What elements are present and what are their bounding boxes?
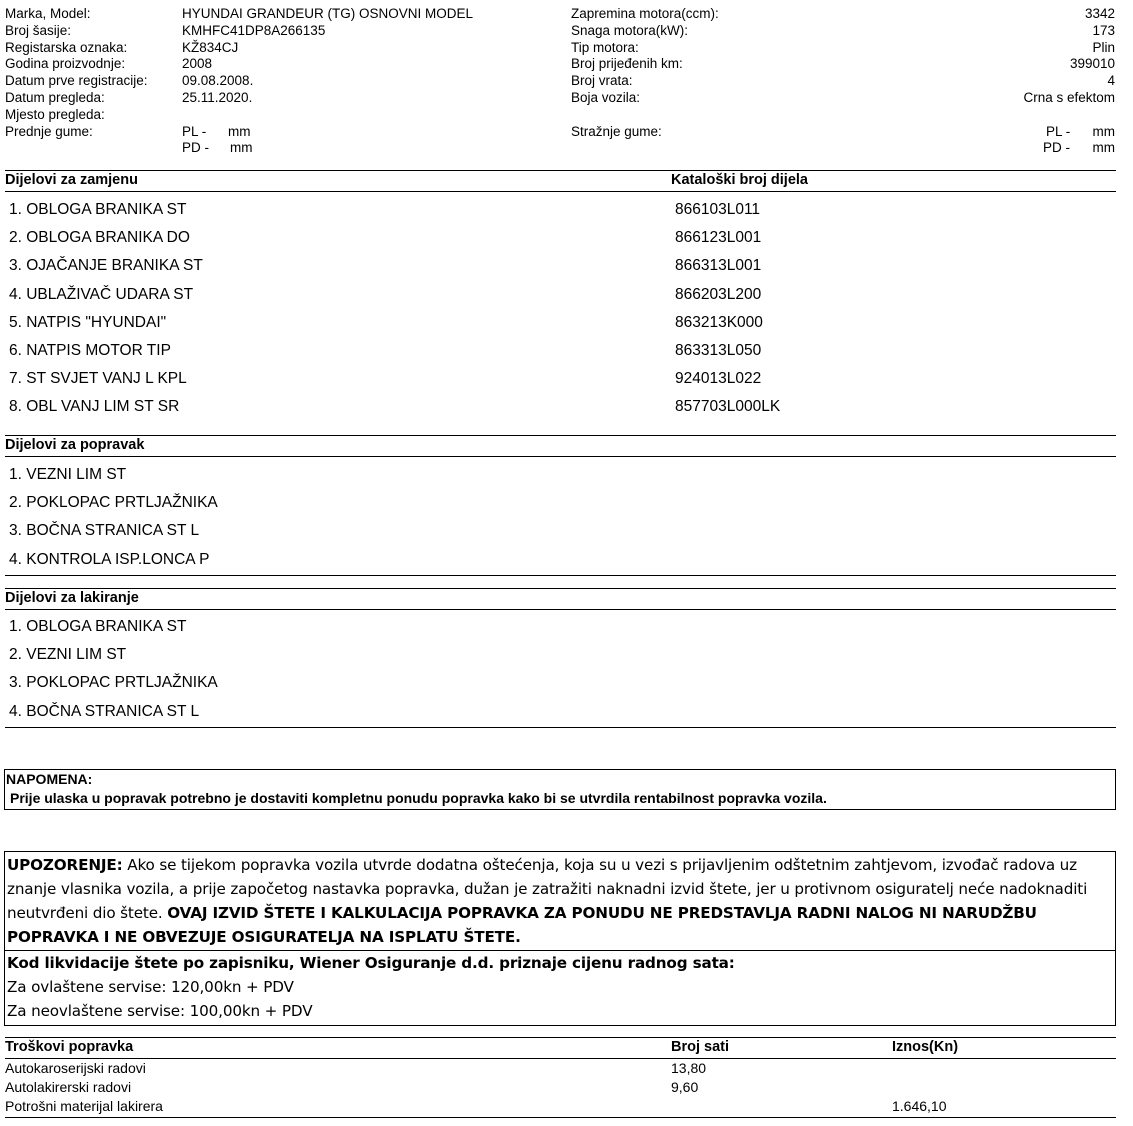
rate-unauthorized: Za neovlaštene servise: 100,00kn + PDV bbox=[7, 1002, 313, 1020]
value-mileage: 399010 bbox=[1069, 56, 1115, 72]
divider bbox=[5, 727, 1116, 728]
list-item: 4. KONTROLA ISP.LONCA P bbox=[9, 550, 210, 568]
divider bbox=[5, 456, 1116, 457]
table-row: Autokaroserijski radovi bbox=[5, 1060, 146, 1076]
front-tire-pd-label: PD - bbox=[182, 140, 209, 156]
rate-title: Kod likvidacije štete po zapisniku, Wiener Osiguranje d.d. priznaje cijenu radnog sata: bbox=[7, 954, 735, 972]
label-make-model: Marka, Model: bbox=[5, 6, 91, 21]
label-inspection-place: Mjesto pregleda: bbox=[5, 106, 105, 122]
table-row: Autolakirerski radovi bbox=[5, 1079, 132, 1095]
value-production-year: 2008 bbox=[182, 56, 213, 72]
label-color: Boja vozila: bbox=[571, 90, 641, 105]
front-tire-pl-label: PL - bbox=[182, 123, 207, 139]
rear-tire-pl-unit: mm bbox=[1092, 123, 1115, 139]
warning-text: Ako se tijekom popravka vozila utvrde dodatna oštećenja, koja su u vezi s prijavljenim odštetnim zahtjevom, izvođač radova uz znanje vlasnika vozila, a prije započetog nastavka popravka, dužan je zatražiti naknadni izvid štete, jer u protivnom osiguratelj neće nadoknaditi neutvrđeni dio štete. bbox=[7, 856, 1088, 922]
warning-box bbox=[4, 851, 1116, 1026]
list-item: 3. BOČNA STRANICA ST L bbox=[9, 522, 200, 540]
label-rear-tires: Stražnje gume: bbox=[571, 123, 662, 139]
value-engine-volume: 3342 bbox=[1084, 6, 1115, 21]
cost-hours: 9,60 bbox=[671, 1079, 699, 1095]
table-row: Potrošni materijal lakirera bbox=[5, 1098, 163, 1114]
cost-hours: 13,80 bbox=[671, 1060, 707, 1076]
list-item: 2. VEZNI LIM ST bbox=[9, 646, 127, 664]
hours-header: Broj sati bbox=[671, 1039, 730, 1055]
cost-amount: 1.646,10 bbox=[892, 1098, 947, 1114]
note-title: NAPOMENA: bbox=[6, 771, 93, 787]
costs-header: Troškovi popravka bbox=[5, 1039, 134, 1055]
repair-section-header: Dijelovi za popravak bbox=[5, 437, 145, 453]
table-row: 2. OBLOGA BRANIKA DO bbox=[9, 229, 190, 247]
table-row: 5. NATPIS "HYUNDAI" bbox=[9, 313, 167, 331]
table-row: 7. ST SVJET VANJ L KPL bbox=[9, 370, 187, 388]
divider bbox=[5, 1058, 1116, 1059]
label-chassis: Broj šasije: bbox=[5, 22, 72, 38]
label-registration: Registarska oznaka: bbox=[5, 39, 128, 55]
rear-tire-pd-unit: mm bbox=[1092, 140, 1115, 156]
paint-section-header: Dijelovi za lakiranje bbox=[5, 590, 139, 606]
value-make-model: HYUNDAI GRANDEUR (TG) OSNOVNI MODEL bbox=[182, 6, 474, 21]
list-item: 3. POKLOPAC PRTLJAŽNIKA bbox=[9, 674, 218, 692]
label-engine-volume: Zapremina motora(ccm): bbox=[571, 6, 719, 21]
value-engine-type: Plin bbox=[1092, 39, 1115, 55]
divider bbox=[5, 609, 1116, 610]
list-item: 4. BOČNA STRANICA ST L bbox=[9, 702, 200, 720]
table-row: 1. OBLOGA BRANIKA ST bbox=[9, 201, 187, 218]
label-front-tires: Prednje gume: bbox=[5, 123, 93, 139]
label-production-year: Godina proizvodnje: bbox=[5, 56, 126, 72]
list-item: 2. POKLOPAC PRTLJAŽNIKA bbox=[9, 494, 218, 512]
part-catalog-number: 863213K000 bbox=[675, 313, 763, 331]
label-engine-type: Tip motora: bbox=[571, 39, 639, 55]
value-doors: 4 bbox=[1107, 73, 1115, 89]
value-registration: KŽ834CJ bbox=[182, 39, 239, 55]
part-catalog-number: 857703L000LK bbox=[675, 398, 781, 416]
table-row: 6. NATPIS MOTOR TIP bbox=[9, 342, 171, 359]
rate-authorized: Za ovlaštene servise: 120,00kn + PDV bbox=[7, 978, 294, 996]
part-catalog-number: 866313L001 bbox=[675, 257, 762, 275]
warning-title: UPOZORENJE: bbox=[7, 856, 123, 874]
front-tire-pl-unit: mm bbox=[228, 123, 251, 139]
label-inspection-date: Datum pregleda: bbox=[5, 90, 105, 105]
list-item: 1. OBLOGA BRANIKA ST bbox=[9, 618, 187, 635]
catalog-number-header: Kataloški broj dijela bbox=[671, 172, 808, 188]
value-inspection-date: 25.11.2020. bbox=[182, 90, 253, 105]
part-catalog-number: 924013L022 bbox=[675, 370, 762, 388]
table-row: 8. OBL VANJ LIM ST SR bbox=[9, 398, 180, 416]
divider bbox=[5, 1117, 1116, 1118]
replace-section-header: Dijelovi za zamjenu bbox=[5, 172, 138, 188]
label-engine-power: Snaga motora(kW): bbox=[571, 22, 689, 38]
rear-tire-pl-label: PL - bbox=[1046, 123, 1071, 139]
part-catalog-number: 866123L001 bbox=[675, 229, 762, 247]
note-text: Prije ulaska u popravak potrebno je dostaviti kompletnu ponudu popravka kako bi se utvrdila rentabilnost popravka vozila. bbox=[10, 790, 827, 806]
table-row: 4. UBLAŽIVAČ UDARA ST bbox=[9, 285, 194, 303]
amount-header: Iznos(Kn) bbox=[892, 1039, 959, 1055]
value-color: Crna s efektom bbox=[1023, 90, 1115, 105]
label-mileage: Broj prijeđenih km: bbox=[571, 56, 683, 72]
value-first-registration: 09.08.2008. bbox=[182, 73, 254, 89]
warning-bold-text: OVAJ IZVID ŠTETE I KALKULACIJA POPRAVKA ZA PONUDU NE PREDSTAVLJA RADNI NALOG NI NARUDŽBU POPRAVKA I NE OBVEZUJE OSIGURATELJA NA ISPLATU ŠTETE. bbox=[7, 904, 1037, 946]
part-catalog-number: 866203L200 bbox=[675, 285, 762, 303]
divider bbox=[5, 588, 1116, 589]
label-doors: Broj vrata: bbox=[571, 73, 633, 89]
note-box bbox=[4, 769, 1116, 810]
front-tire-pd-unit: mm bbox=[230, 140, 253, 156]
divider bbox=[5, 575, 1116, 576]
part-catalog-number: 863313L050 bbox=[675, 342, 762, 359]
divider bbox=[5, 1037, 1116, 1038]
part-catalog-number: 866103L011 bbox=[675, 201, 761, 218]
rear-tire-pd-label: PD - bbox=[1043, 140, 1070, 156]
table-row: 3. OJAČANJE BRANIKA ST bbox=[9, 257, 203, 275]
value-engine-power: 173 bbox=[1092, 22, 1115, 38]
divider bbox=[5, 435, 1116, 436]
divider bbox=[5, 191, 1116, 192]
value-chassis: KMHFC41DP8A266135 bbox=[182, 22, 326, 38]
list-item: 1. VEZNI LIM ST bbox=[9, 466, 127, 483]
divider bbox=[5, 170, 1116, 171]
warning-text-block bbox=[7, 853, 1111, 949]
label-first-registration: Datum prve registracije: bbox=[5, 73, 148, 89]
